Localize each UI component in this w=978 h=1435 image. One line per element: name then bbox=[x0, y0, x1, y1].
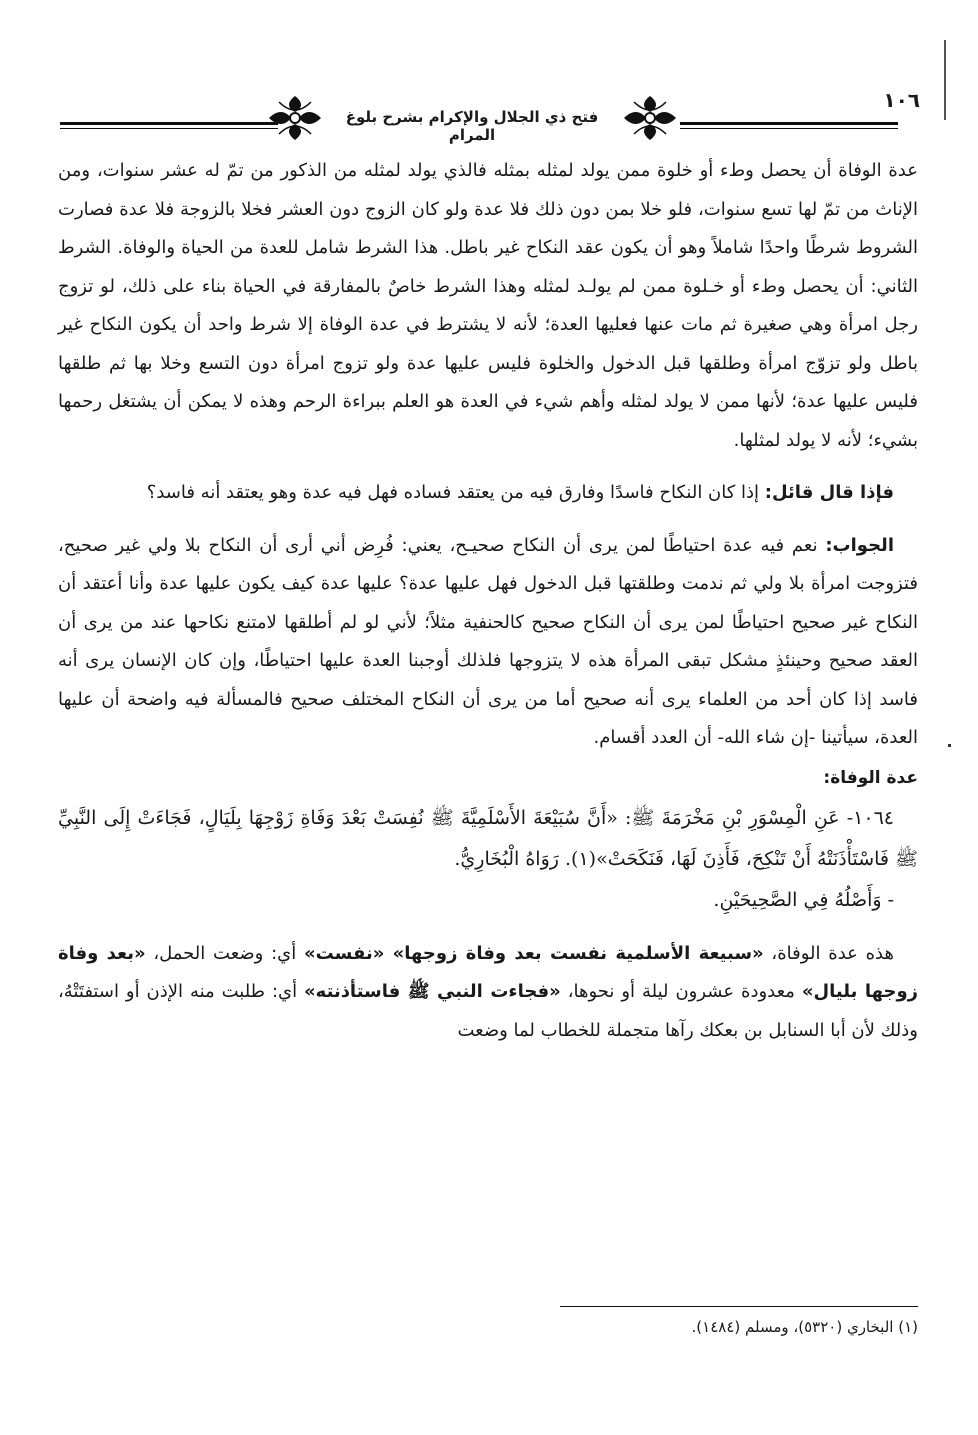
question-label: فإذا قال قائل: bbox=[764, 482, 894, 503]
commentary-text-1: أي: وضعت الحمل، bbox=[145, 942, 304, 964]
hadith-text: ١٠٦٤- عَنِ الْمِسْوَرِ بْنِ مَخْرَمَةَ ﷺ: «أَنَّ سُبَيْعَةَ الأَسْلَمِيَّةَ ﷺ نُفِسَتْ بَعْدَ وَفَاةِ زَوْجِهَا بِلَيَالٍ، فَجَاءَتْ إِلَى النَّبِيِّ ﷺ فَاسْتَأْذَنَتْهُ أَنْ تَنْكِحَ، فَأَذِنَ لَهَا، فَنَكَحَتْ»(١). رَوَاهُ الْبُخَارِيُّ. bbox=[58, 806, 918, 870]
footnote: (١) البخاري (٥٣٢٠)، ومسلم (١٤٨٤). bbox=[691, 1318, 918, 1336]
footnote-rule bbox=[560, 1306, 918, 1307]
commentary-paragraph bbox=[58, 935, 918, 1051]
page-header bbox=[60, 86, 840, 148]
header-rule-right bbox=[680, 122, 898, 125]
page-number: ١٠٦ bbox=[883, 88, 920, 112]
commentary-text-2: معدودة عشرون ليلة أو نحوها، bbox=[560, 981, 802, 1002]
header-rule-right-thin bbox=[680, 128, 898, 129]
commentary-quote-3: «بعد وفاة زوجها بليال» bbox=[58, 942, 918, 1002]
body-text bbox=[58, 152, 918, 1050]
left-ornament-icon bbox=[265, 92, 325, 144]
commentary-intro: هذه عدة الوفاة، bbox=[763, 942, 894, 964]
commentary-quote-2: «نفست» bbox=[304, 942, 393, 964]
commentary-text-3: أي: طلبت منه الإذن أو استفتَتْهُ، وذلك لأن أبا السنابل بن بعكك رآها متجملة للخطاب لما وضعت bbox=[58, 981, 918, 1041]
question-paragraph bbox=[58, 474, 918, 513]
header-rule-left bbox=[60, 122, 278, 125]
answer-paragraph bbox=[58, 527, 918, 758]
commentary-quote-1: «سبيعة الأسلمية نفست بعد وفاة زوجها» bbox=[392, 942, 764, 964]
paragraph-conditions: عدة الوفاة أن يحصل وطء أو خلوة ممن يولد لمثله بمثله فالذي يولد لمثله من الذكور من تمّ له عشر سنوات، ومن الإناث من تمّ لها تسع سنوات، فلو خلا بمن دون ذلك فلا عدة ولو كان الزوج دون العشر فخلا بالزوجة فلا عدة فصارت الشروط شرطًا واحدًا شاملاً وهو أن يكون عقد النكاح غير باطل. هذا الشرط شامل للعدة من الحياة والوفاة. الشرط الثاني: أن يحصل وطء أو خـلوة ممن لم يولـد لمثله وهذا الشرط خاصٌ بالمفارقة في الحياة بناء على ذلك، لو تزوج رجل امرأة وهي صغيرة ثم مات عنها فعليها العدة؛ لأنه لا يشترط في عدة الوفاة إلا شرط واحد أن يكون النكاح غير باطل ولو تزوّج امرأة وطلقها قبل الدخول والخلوة فليس عليها عدة ولو تزوج امرأة دون التسع وخلا بها ثم طلقها فليس عليها عدة؛ لأنها ممن لا يولد لمثله وأهم شيء في العدة هو العلم ببراءة الرحم وهذه لا يمكن أن يشتغل رحمها بشيء؛ لأنه لا يولد لمثلها. bbox=[58, 160, 918, 451]
section-heading: عدة الوفاة: bbox=[823, 767, 918, 788]
header-rule-left-thin bbox=[60, 128, 278, 129]
answer-label: الجواب: bbox=[825, 534, 894, 556]
question-text: إذا كان النكاح فاسدًا وفارق فيه من يعتقد فساده فهل فيه عدة وهو يعتقد أنه فاسد؟ bbox=[146, 482, 765, 503]
right-ornament-icon bbox=[620, 92, 680, 144]
hadith-note: - وَأَصْلُهُ فِي الصَّحِيحَيْنِ. bbox=[713, 888, 894, 911]
answer-text: نعم فيه عدة احتياطًا لمن يرى أن النكاح صحيـح، يعني: فُرِض أني أرى أن النكاح بلا ولي غير صحيح، فتزوجت امرأة بلا ولي ثم ندمت وطلقتها قبل الدخول فهل عليها عدة؟ عليها عدة كيف يكون عليها عدة وأنا أعتقد أن النكاح غير صحيح احتياطًا لمن يرى أن النكاح صحيح كالحنفية مثلاً؛ لأني لو لم أطلقها لامتنع نكاحها عند من يرى أن العقد صحيح وحينئذٍ مشكل تبقى المرأة هذه لا يتزوجها فلذلك أوجبنا العدة عليها احتياطًا، وإن كان الإنسان يرى أنه فاسد إذا كان أحد من العلماء يرى أنه صحيح أما من يرى أن النكاح المختلف صحيح فالمسألة فيه واضحة أن عليها العدة، سيأتينا -إن شاء الله- أن العدد أقسام. bbox=[58, 534, 918, 748]
margin-dot bbox=[948, 744, 951, 747]
commentary-quote-4: «فجاءت النبي ﷺ فاستأذنته» bbox=[304, 981, 561, 1002]
running-title: فتح ذي الجلال والإكرام بشرح بلوغ المرام bbox=[345, 108, 599, 144]
margin-line bbox=[944, 40, 946, 120]
